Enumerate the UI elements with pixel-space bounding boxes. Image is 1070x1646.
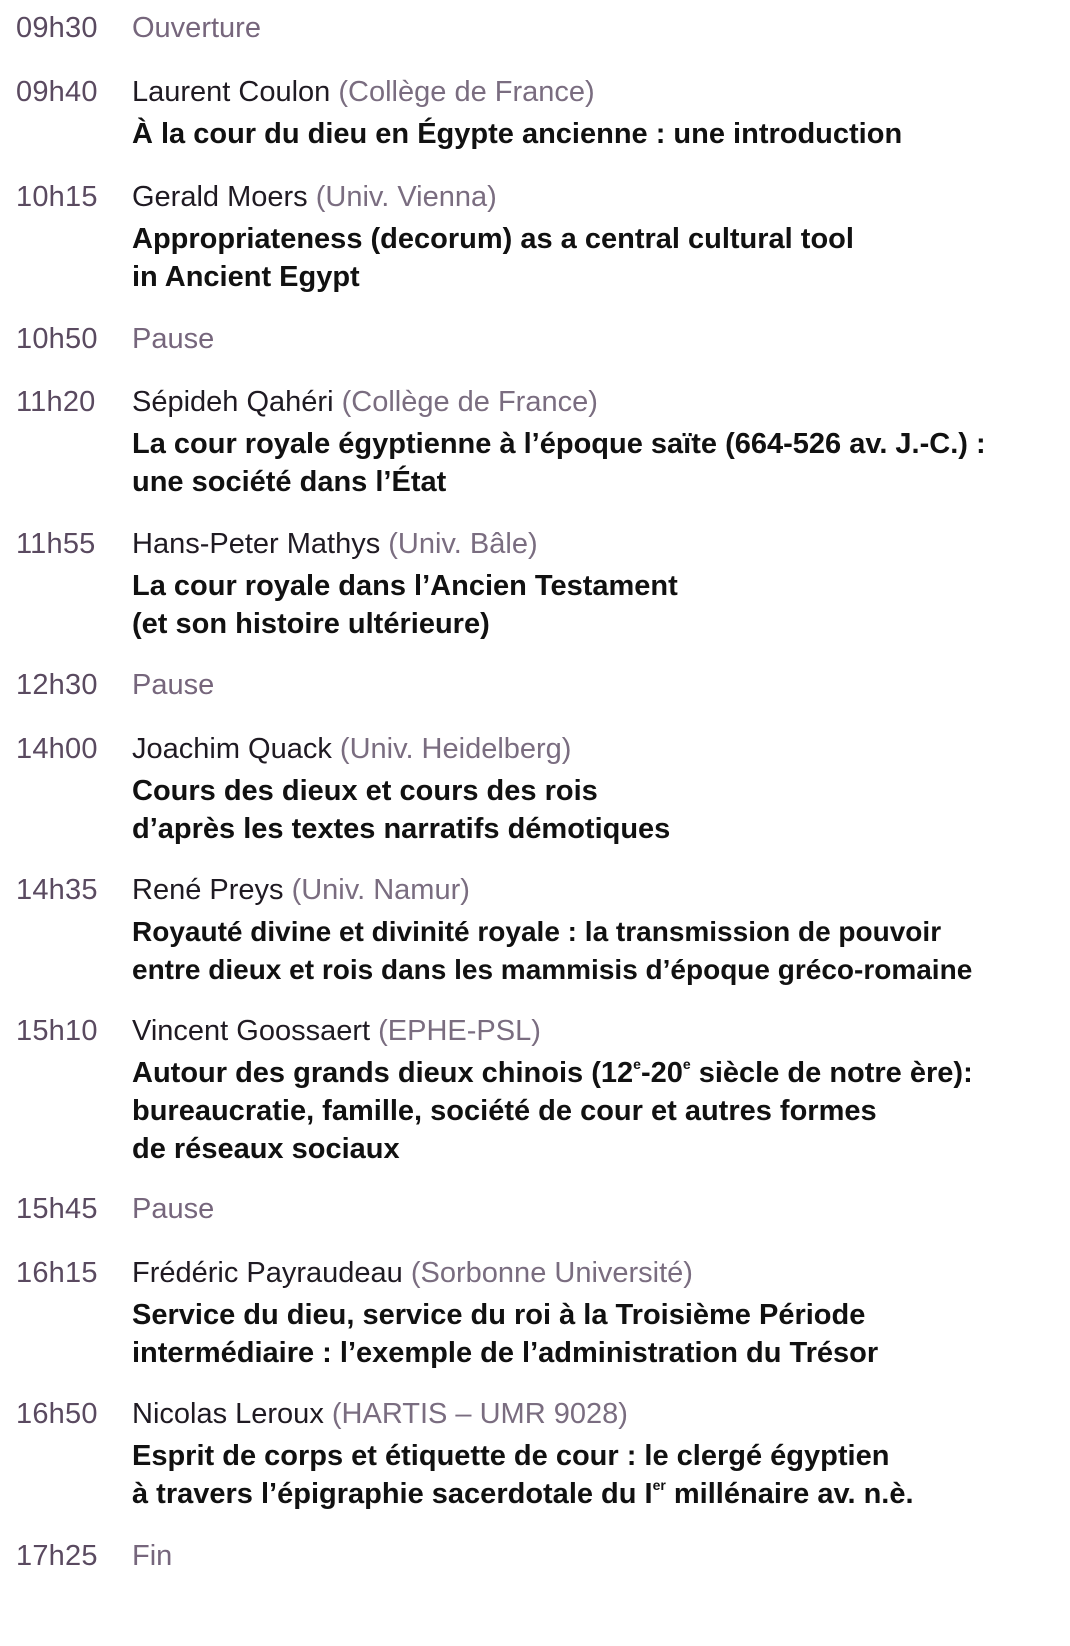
session-label: Pause	[132, 323, 215, 355]
speaker-line	[132, 74, 1062, 110]
entry-time: 12h30	[16, 669, 98, 701]
talk-title-text: -20	[640, 1057, 683, 1089]
talk-title-line: À la cour du dieu en Égypte ancienne : une introduction	[132, 118, 903, 150]
talk-title	[132, 425, 1062, 501]
speaker-name: Joachim Quack	[132, 733, 332, 765]
ordinal-superscript: e	[633, 1056, 641, 1072]
entry-content	[132, 74, 1062, 153]
talk-title-text: Autour des grands dieux chinois (12	[132, 1057, 634, 1089]
speaker-name: Gerald Moers	[132, 181, 308, 213]
entry-time: 09h30	[16, 12, 98, 44]
entry-content	[132, 526, 1062, 643]
speaker-name: René Preys	[132, 874, 284, 906]
talk-title-line: Appropriateness (decorum) as a central cultural tool	[132, 223, 854, 255]
talk-title-line: une société dans l’État	[132, 466, 447, 498]
talk-title-line: Cours des dieux et cours des rois	[132, 775, 598, 807]
speaker-name: Frédéric Payraudeau	[132, 1257, 403, 1289]
speaker-affiliation: (Univ. Heidelberg)	[339, 733, 572, 765]
talk-title-line: in Ancient Egypt	[132, 261, 360, 293]
entry-time: 10h50	[16, 323, 98, 355]
talk-title-text: millénaire av. n.è.	[665, 1478, 914, 1510]
entry-content	[132, 872, 1062, 989]
entry-content	[132, 667, 1062, 703]
speaker-affiliation: (Univ. Namur)	[291, 874, 470, 906]
speaker-affiliation: (HARTIS – UMR 9028)	[331, 1398, 628, 1430]
talk-title-line: La cour royale égyptienne à l’époque saïte (664-526 av. J.-C.) :	[132, 428, 986, 460]
speaker-name: Sépideh Qahéri	[132, 386, 334, 418]
speaker-line	[132, 384, 1062, 420]
talk-title-line: Esprit de corps et étiquette de cour : le clergé égyptien	[132, 1440, 890, 1472]
talk-title-line: d’après les textes narratifs démotiques	[132, 813, 671, 845]
speaker-line	[132, 179, 1062, 215]
talk-title	[132, 567, 1062, 643]
entry-time: 14h35	[16, 874, 98, 906]
talk-title-text: à travers l’épigraphie sacerdotale du I	[132, 1478, 653, 1510]
entry-content	[132, 1538, 1062, 1574]
entry-content	[132, 1191, 1062, 1227]
talk-title-line: La cour royale dans l’Ancien Testament	[132, 570, 678, 602]
talk-title-text: siècle de notre ère):	[690, 1057, 973, 1089]
speaker-affiliation: (Sorbonne Université)	[410, 1257, 693, 1289]
entry-time: 16h50	[16, 1398, 98, 1430]
entry-time: 16h15	[16, 1257, 98, 1289]
speaker-affiliation: (EPHE-PSL)	[378, 1015, 541, 1047]
entry-content	[132, 321, 1062, 357]
speaker-line	[132, 1013, 1062, 1049]
talk-title-line	[132, 1475, 1062, 1513]
entry-content	[132, 10, 1062, 46]
session-label: Pause	[132, 669, 215, 701]
talk-title	[132, 1054, 1062, 1168]
speaker-affiliation: (Collège de France)	[338, 76, 595, 108]
talk-title	[132, 115, 1062, 153]
talk-title-line: (et son histoire ultérieure)	[132, 608, 490, 640]
entry-time: 17h25	[16, 1540, 98, 1572]
session-label: Fin	[132, 1540, 173, 1572]
speaker-name: Laurent Coulon	[132, 76, 331, 108]
talk-title-line: intermédiaire : l’exemple de l’administration du Trésor	[132, 1337, 879, 1369]
session-label: Ouverture	[132, 12, 261, 44]
speaker-affiliation: (Univ. Vienna)	[315, 181, 497, 213]
entry-content	[132, 1255, 1062, 1372]
entry-content	[132, 1396, 1062, 1513]
entry-time: 11h55	[16, 528, 96, 560]
talk-title	[132, 913, 1062, 989]
talk-title-line: de réseaux sociaux	[132, 1133, 400, 1165]
speaker-line	[132, 1396, 1062, 1432]
talk-title-line: entre dieux et rois dans les mammisis d’époque gréco-romaine	[132, 954, 973, 985]
session-label: Pause	[132, 1193, 215, 1225]
talk-title-line	[132, 1054, 1062, 1092]
ordinal-superscript: er	[652, 1477, 666, 1493]
speaker-affiliation: (Univ. Bâle)	[388, 528, 538, 560]
talk-title-line: bureaucratie, famille, société de cour et autres formes	[132, 1095, 877, 1127]
entry-time: 11h20	[16, 386, 96, 418]
speaker-line	[132, 1255, 1062, 1291]
talk-title	[132, 772, 1062, 848]
entry-time: 14h00	[16, 733, 98, 765]
entry-content	[132, 1013, 1062, 1168]
entry-time: 15h45	[16, 1193, 98, 1225]
talk-title-line: Service du dieu, service du roi à la Troisième Période	[132, 1299, 866, 1331]
speaker-name: Vincent Goossaert	[132, 1015, 371, 1047]
entry-content	[132, 731, 1062, 848]
talk-title-line: Royauté divine et divinité royale : la transmission de pouvoir	[132, 916, 942, 947]
entry-content	[132, 179, 1062, 296]
speaker-affiliation: (Collège de France)	[341, 386, 598, 418]
entry-time: 15h10	[16, 1015, 98, 1047]
speaker-name: Hans-Peter Mathys	[132, 528, 381, 560]
entry-time: 09h40	[16, 76, 98, 108]
speaker-line	[132, 872, 1062, 908]
entry-time: 10h15	[16, 181, 98, 213]
speaker-line	[132, 731, 1062, 767]
talk-title	[132, 1296, 1062, 1372]
entry-content	[132, 384, 1062, 501]
speaker-name: Nicolas Leroux	[132, 1398, 324, 1430]
talk-title	[132, 220, 1062, 296]
ordinal-superscript: e	[682, 1056, 691, 1072]
speaker-line	[132, 526, 1062, 562]
talk-title	[132, 1437, 1062, 1513]
